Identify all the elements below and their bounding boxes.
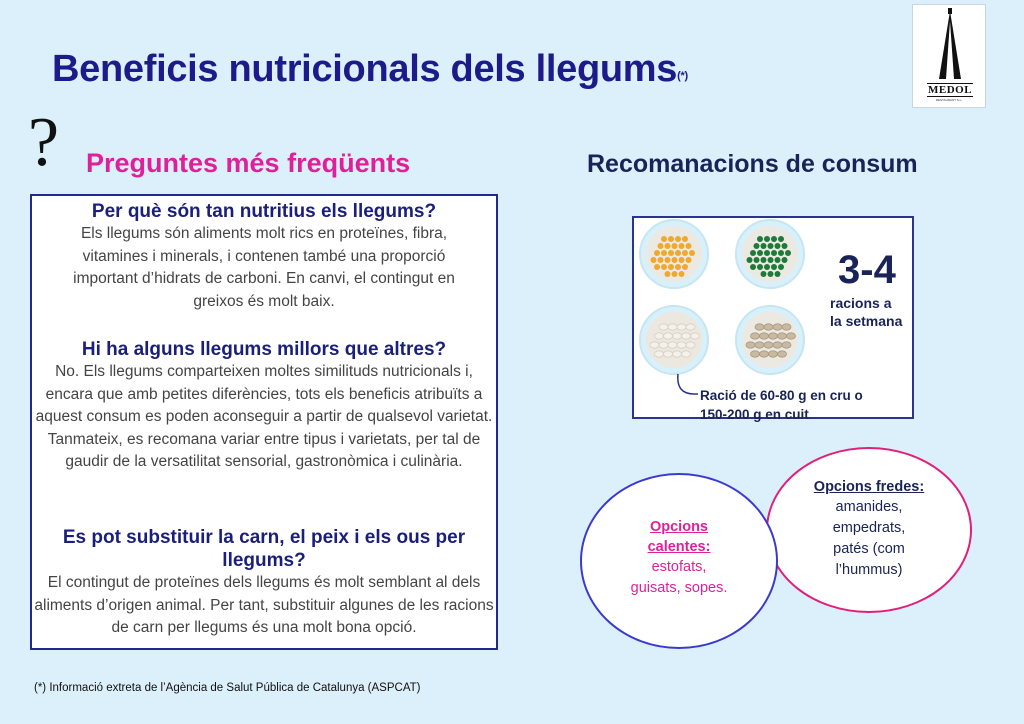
legume-seed [658, 243, 664, 249]
faq-answer: No. Els llegums comparteixen moltes similituds nutricionals i, encara que amb petites diferències, tots els beneficis atribuïts a aquest consum es poden aconseguir a partir de qualsevol varietat. Tanmateix, es recomana variar entre tipus i varietats, per tal de gaudir de la versatilitat sensorial, gastronòmica i culinària. [35, 363, 493, 470]
portion-line: 150-200 g en cuit [700, 407, 809, 422]
legume-seed [778, 351, 787, 357]
faq-question: Per què són tan nutritius els llegums? [91, 201, 437, 222]
legume-seed [664, 333, 673, 339]
bowl-lentils [736, 306, 804, 374]
legume-seed [785, 250, 791, 256]
legume-seed [755, 342, 764, 348]
legume-seed [661, 250, 667, 256]
legume-seed [769, 333, 778, 339]
legume-seed [775, 243, 781, 249]
legume-seed [677, 342, 686, 348]
question-mark-icon: ? [28, 104, 60, 181]
hot-title-line: calentes: [647, 539, 711, 555]
legume-seed [689, 250, 695, 256]
legume-seed [675, 264, 681, 270]
legume-seed [691, 333, 700, 339]
legume-seed [787, 333, 796, 339]
legume-seed [757, 250, 763, 256]
legume-seed [761, 271, 767, 277]
legume-seed [673, 351, 682, 357]
legume-seed [655, 333, 664, 339]
legume-seed [750, 264, 756, 270]
legume-seed [661, 264, 667, 270]
legume-seed [750, 250, 756, 256]
cold-options-title: Opcions fredes: [813, 479, 925, 495]
legume-seed [665, 271, 671, 277]
faq-question: Hi ha alguns llegums millors que altres? [81, 339, 447, 360]
legume-seed [778, 333, 787, 339]
hot-option: estofats, [651, 559, 707, 575]
legume-seed [773, 324, 782, 330]
cold-option: l’hummus) [835, 562, 903, 578]
faq-heading: Preguntes més freqüents [86, 148, 411, 178]
legume-seed [778, 236, 784, 242]
legume-seed [679, 243, 685, 249]
hot-options-bubble [580, 473, 778, 649]
legume-seed [747, 257, 753, 263]
legume-seed [761, 243, 767, 249]
legume-seed [686, 243, 692, 249]
faq-question: Es pot substituir la carn, el peix i els ous per llegums? [62, 527, 466, 571]
hot-title-line: Opcions [649, 519, 708, 535]
source-footnote: (*) Informació extreta de l’Agència de Salut Pública de Catalunya (ASPCAT) [34, 682, 421, 694]
legume-seed [682, 236, 688, 242]
bowl-chickpeas [640, 220, 708, 288]
servings-number: 3-4 [838, 248, 896, 292]
faq-item [32, 200, 496, 313]
legume-seed [764, 250, 770, 256]
legume-seed [672, 243, 678, 249]
legume-seed [677, 324, 686, 330]
legume-seed [775, 257, 781, 263]
legume-seed [668, 264, 674, 270]
legume-seed [757, 236, 763, 242]
faq-answer: El contingut de proteïnes dels llegums és molt semblant al dels aliments d’origen animal. Per tant, substituir algunes de les racions de carn per llegums és una molt bona opció. [34, 574, 494, 636]
legume-seed [764, 236, 770, 242]
legume-seed [668, 250, 674, 256]
servings-unit-line: racions a [830, 295, 892, 311]
legume-seed [754, 243, 760, 249]
cold-option: patés (com [833, 541, 905, 557]
faq-answer: Els llegums són aliments molt rics en proteïnes, fibra, vitamines i minerals, i contenen també una proporció important d’hidrats de carboni. En canvi, el contingut en greixos és molt baix. [73, 225, 455, 310]
faq-item [32, 338, 496, 474]
legume-seed [764, 342, 773, 348]
legume-seed [651, 257, 657, 263]
legume-seed [746, 342, 755, 348]
legume-seed [782, 257, 788, 263]
legume-seed [682, 264, 688, 270]
legume-seed [768, 257, 774, 263]
legume-seed [682, 333, 691, 339]
portion-size-text [700, 386, 914, 424]
legume-seed [665, 243, 671, 249]
legume-seed [771, 250, 777, 256]
legume-seed [655, 351, 664, 357]
legume-seed [755, 324, 764, 330]
logo-subtitle: RESTAURANT S.L. [935, 98, 963, 102]
cold-option: empedrats, [832, 520, 906, 536]
legume-seed [654, 250, 660, 256]
legume-seed [659, 324, 668, 330]
legume-seed [778, 264, 784, 270]
legume-seed [668, 342, 677, 348]
legume-seed [754, 257, 760, 263]
legume-seed [665, 257, 671, 263]
legume-seed [773, 342, 782, 348]
legume-seed [679, 257, 685, 263]
page-title [52, 48, 688, 91]
portion-line: Ració de 60-80 g en cru o [700, 388, 863, 403]
bowl-white-beans [640, 306, 708, 374]
legume-seed [686, 257, 692, 263]
legume-seed [675, 250, 681, 256]
legume-seed [682, 250, 688, 256]
legume-seed [668, 324, 677, 330]
medol-logo [912, 4, 986, 108]
recommendations-heading: Recomanacions de consum [587, 150, 918, 178]
servings-unit-line: la setmana [830, 313, 903, 329]
servings-unit [830, 294, 914, 330]
bowl-green-peas [736, 220, 804, 288]
legume-seed [673, 333, 682, 339]
legume-seed [769, 351, 778, 357]
legume-seed [764, 324, 773, 330]
legume-seed [658, 257, 664, 263]
legume-seed [686, 324, 695, 330]
legume-seed [650, 342, 659, 348]
faq-item [32, 526, 496, 640]
legume-seed [782, 324, 791, 330]
legume-seed [782, 243, 788, 249]
recommendations-card [632, 216, 914, 422]
page-title-text: Beneficis nutricionals dels llegums [52, 48, 678, 90]
legume-seed [782, 342, 791, 348]
faq-panel [30, 194, 498, 650]
hot-options-list [582, 557, 776, 599]
cold-options-list [768, 497, 970, 581]
legume-seed [751, 333, 760, 339]
legume-seed [760, 351, 769, 357]
legume-seed [764, 264, 770, 270]
legume-seed [751, 351, 760, 357]
legume-seed [682, 351, 691, 357]
legume-seed [771, 264, 777, 270]
legume-seed [686, 342, 695, 348]
portion-pointer-line [678, 374, 698, 394]
legume-seed [664, 351, 673, 357]
legume-seed [675, 236, 681, 242]
legume-seed [761, 257, 767, 263]
legume-seed [654, 264, 660, 270]
legume-seed [757, 264, 763, 270]
cold-option: amanides, [835, 499, 903, 515]
legume-seed [672, 271, 678, 277]
legume-seed [661, 236, 667, 242]
legume-seed [668, 236, 674, 242]
cold-options-bubble [766, 447, 972, 613]
hot-option: guisats, sopes. [630, 580, 728, 596]
legume-seed [778, 250, 784, 256]
title-footnote-marker: (*) [677, 70, 688, 82]
hot-options-title [582, 517, 776, 557]
legume-seed [771, 236, 777, 242]
legume-seed [672, 257, 678, 263]
legume-seed [775, 271, 781, 277]
legume-seed [768, 271, 774, 277]
legume-seed [679, 271, 685, 277]
legume-seed [760, 333, 769, 339]
legume-seed [659, 342, 668, 348]
logo-wordmark: MEDOL [927, 84, 973, 96]
legume-seed [768, 243, 774, 249]
